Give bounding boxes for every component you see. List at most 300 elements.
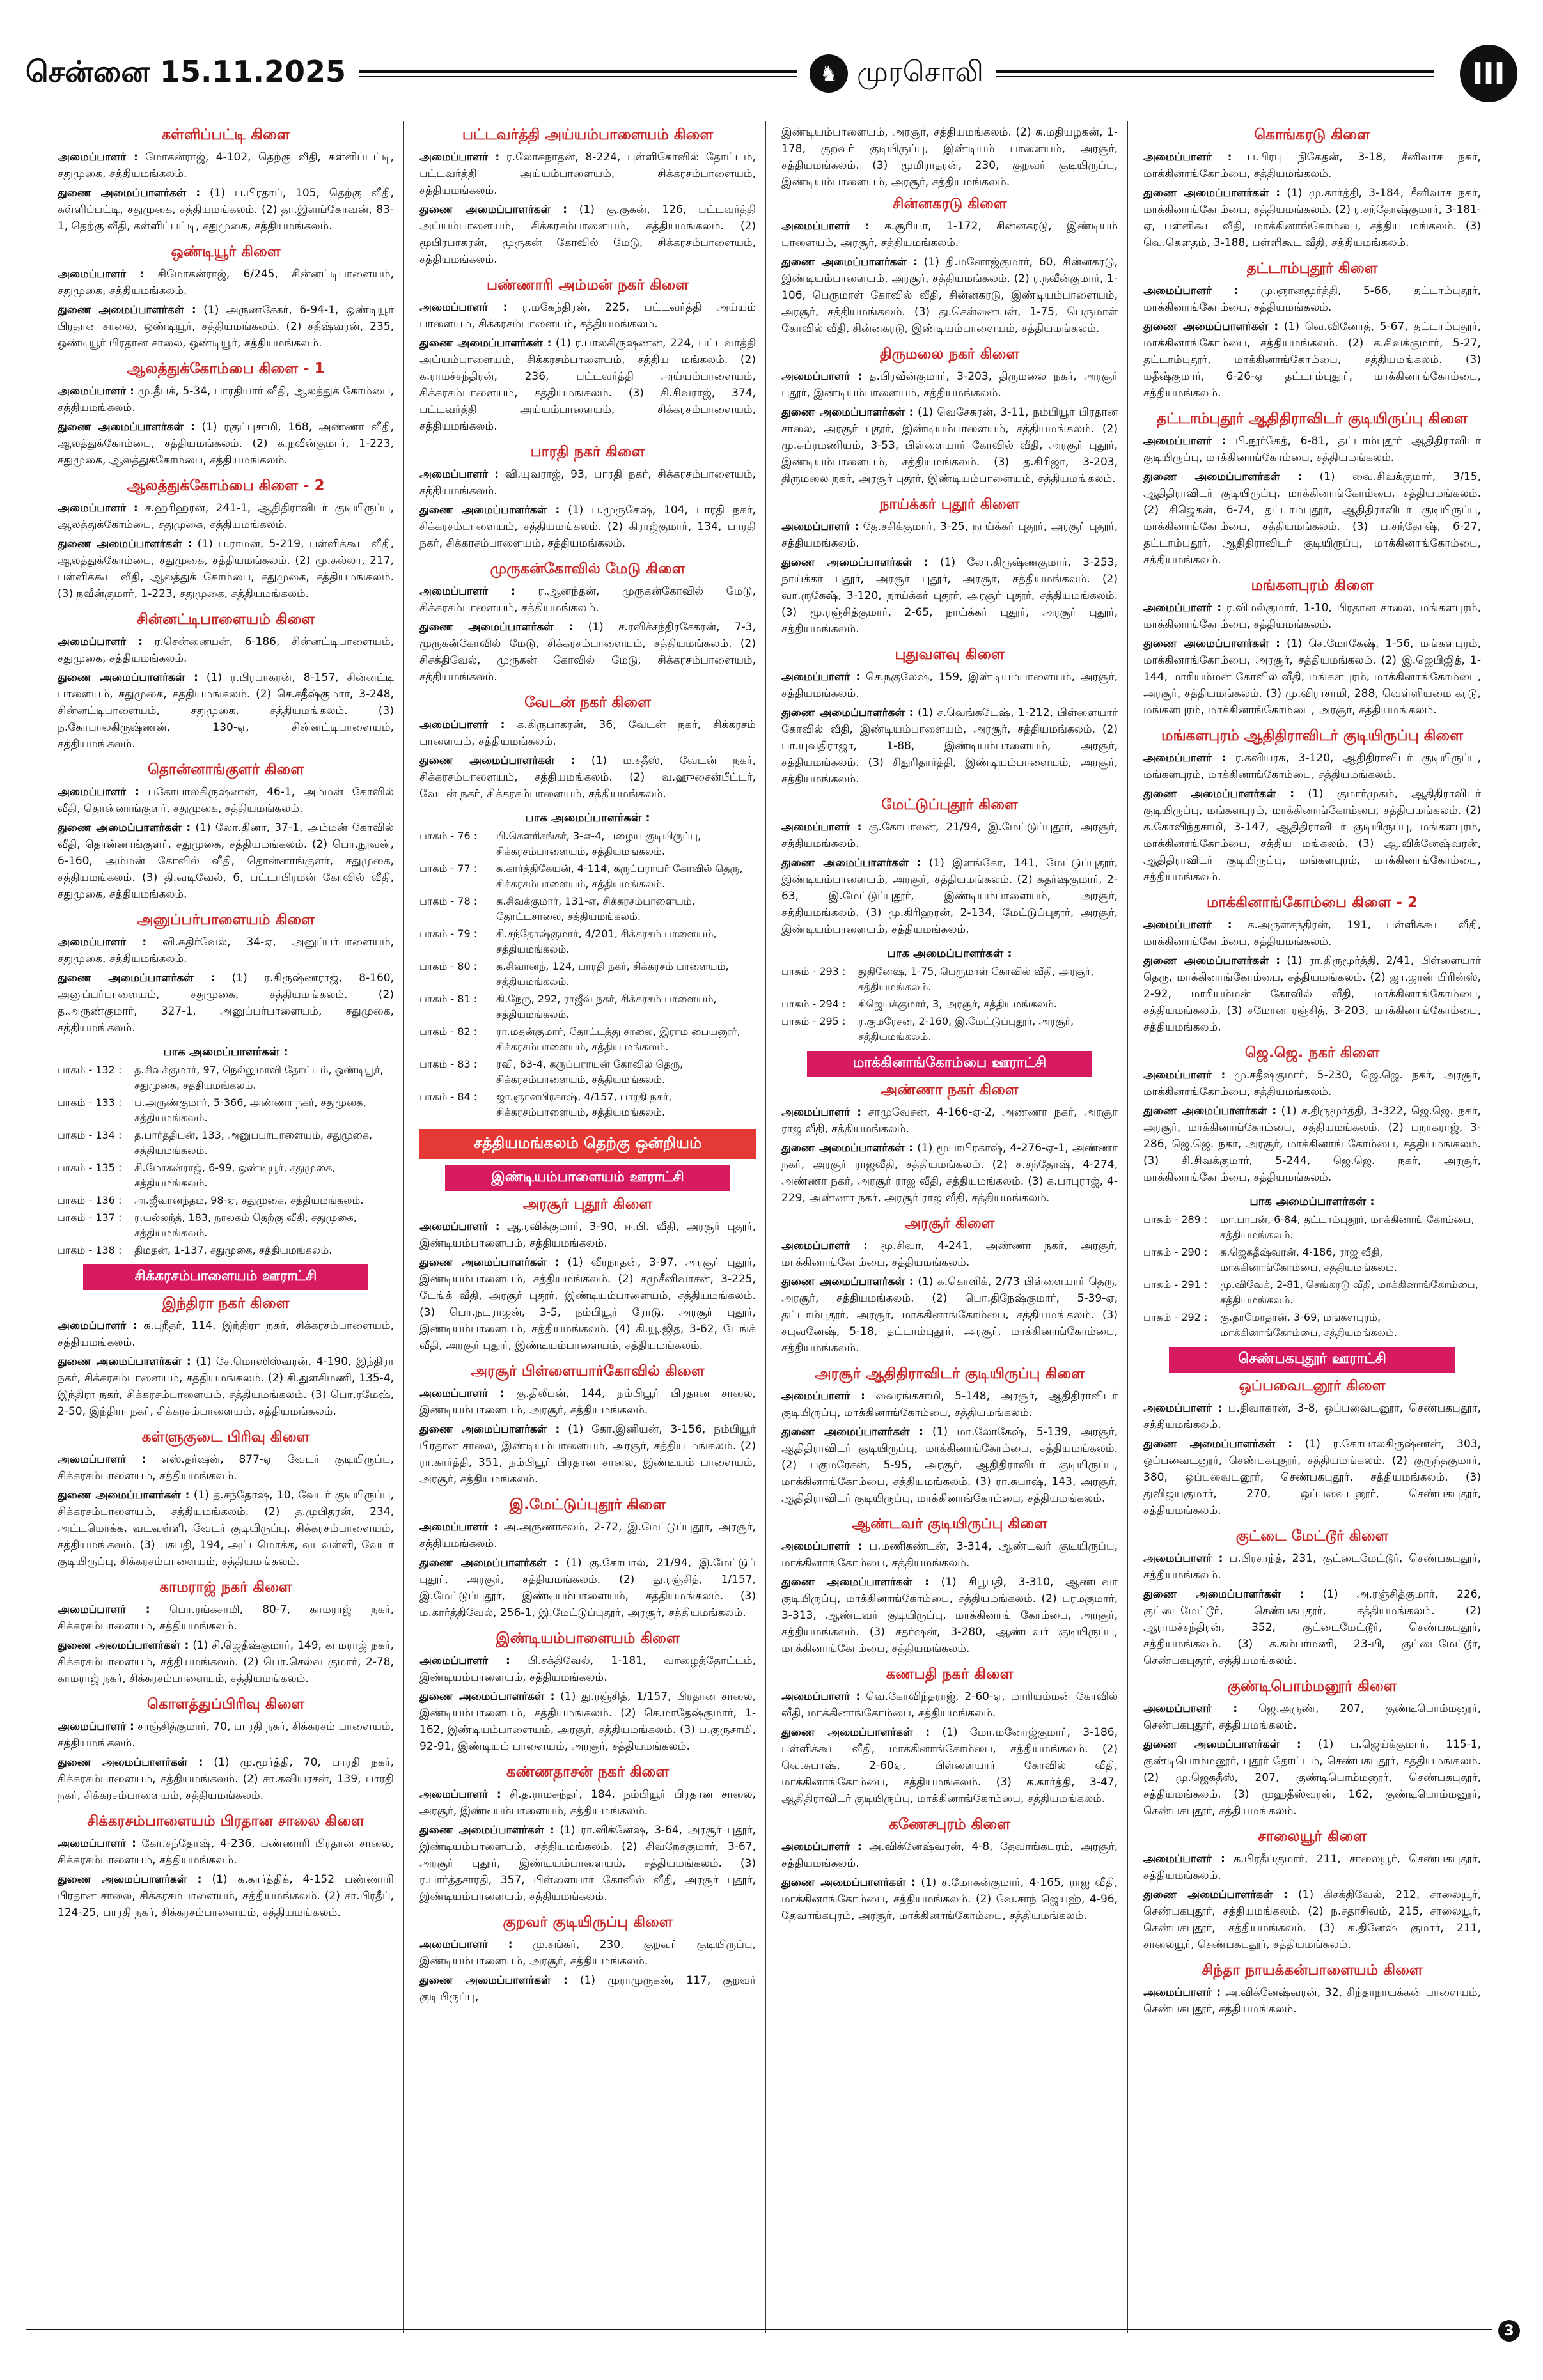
entry-role-label: துணை அமைப்பாளர்கள் :	[781, 1576, 929, 1589]
branch-title: கண்ணதாசன் நகர் கிளை	[506, 1764, 670, 1780]
entry-role-label: துணை அமைப்பாளர்கள் :	[419, 1256, 560, 1269]
entry-role-label: துணை அமைப்பாளர்கள் :	[58, 421, 195, 433]
entry-text: ஜெ.அருண், 207, குண்டிபொம்மனூர், செண்பகபுதூர், சத்தியமங்கலம்.	[1143, 1702, 1482, 1732]
branch-title: ஒண்டியூர் கிளை	[171, 244, 281, 260]
entry-role-label: துணை அமைப்பாளர்கள் :	[781, 556, 928, 569]
entry-role-label: துணை அமைப்பாளர்கள் :	[1143, 954, 1280, 967]
footer-page-number: 3	[1498, 2320, 1520, 2342]
entry-text: சாமுவேசன், 4-166-ஏ-2, அண்ணா நகர், அரசூர் ராஜ வீதி, சத்தியமங்கலம்.	[781, 1106, 1118, 1135]
entry-text: ப.மணிகண்டன், 3-314, ஆண்டவர் குடியிருப்பு, மாக்கினாங்கோம்பை, சத்தியமங்கலம்.	[781, 1540, 1118, 1569]
branch-title: சிந்தா நாயக்கன்பாளையம் கிளை	[1202, 1962, 1423, 1979]
booth-row	[58, 1160, 394, 1191]
branch-title: சிக்கரசம்பாளையம் பிரதான சாலை கிளை	[87, 1813, 364, 1830]
booth-row	[1143, 1277, 1481, 1308]
branch-entry	[1143, 1736, 1481, 1819]
branch-entry	[58, 1754, 394, 1804]
entry-role-label: அமைப்பாளர் :	[419, 719, 505, 731]
booth-row	[1143, 1212, 1481, 1243]
booth-organiser: ப.அருண்குமார், 5-366, அண்ணா நகர், சதுமுகை, சத்தியமங்கலம்.	[134, 1096, 366, 1124]
entry-role-label: துணை அமைப்பாளர்கள் :	[1143, 1588, 1304, 1601]
entry-role-label: துணை அமைப்பாளர்கள் :	[781, 857, 921, 869]
booth-number: பாகம் - 133 :	[58, 1096, 122, 1108]
branch-entry	[1143, 750, 1481, 783]
booth-row	[781, 1014, 1118, 1045]
entry-role-label: துணை அமைப்பாளர்கள் :	[781, 1726, 930, 1739]
branch-title: நாய்க்கர் புதூர் கிளை	[879, 496, 1020, 513]
branch-entry	[1143, 469, 1481, 568]
entry-role-label: துணை அமைப்பாளர்கள் :	[781, 706, 914, 719]
entry-role-label: துணை அமைப்பாளர்கள் :	[1143, 1888, 1288, 1901]
branch-entry	[1143, 1103, 1481, 1186]
branch-title: இண்டியம்பாளையம் கிளை	[496, 1630, 680, 1647]
entry-text: (1) தி.மனோஜ்குமார், 60, சின்னகரடு, இண்டியம்பாளையம், அரசூர், சத்தியமங்கலம். (2) ர.நவீன்குமார், 1-106, பெருமாள் கோவில் வீதி, சின்னகரடு, இண்டியம்பாளையம், அரசூர், சத்தியமங்கலம். (3) து.சென்னையன், 1-75, பெருமாள் கோவில் வீதி, சின்னகரடு, இண்டியம்பாளையம், சத்தியமங்கலம்.	[781, 256, 1118, 335]
entry-role-label: அமைப்பாளர் :	[419, 585, 515, 598]
entry-text: (1) ச.ரவிச்சந்திரசேகரன், 7-3, முருகன்கோவில் மேடு, சிக்கரசம்பாளையம், சத்தியமங்கலம். (2) சிசக்திவேல், முருகன் கோவில் மேடு, சிக்கரசம்பாளையம், சத்தியமங்கலம்.	[419, 621, 756, 683]
branch-block	[1143, 410, 1481, 568]
entry-role-label: அமைப்பாளர் :	[1143, 284, 1239, 297]
booth-organiser: க.சிவக்குமார், 131-எ, சிக்கரசம்பாளையம், தோட்டசாலை, சத்தியமங்கலம்.	[496, 895, 695, 922]
entry-text: மு.தீபக், 5-34, பாரதியார் வீதி, ஆலத்துக் கோம்பை, சத்தியமங்கலம்.	[58, 385, 395, 414]
booth-number: பாகம் - 82 :	[419, 1025, 478, 1038]
branch-entry	[58, 1353, 394, 1420]
branch-title: பாரதி நகர் கிளை	[530, 444, 645, 460]
news-column	[419, 121, 766, 2333]
entry-text: வெ.கோவிந்தராஜ், 2-60-ஏ, மாரியம்மன் கோவில் வீதி, மாக்கினாங்கோம்பை, சத்தியமங்கலம்.	[781, 1690, 1118, 1720]
entry-role-label: துணை அமைப்பாளர்கள் :	[58, 1639, 189, 1652]
branch-title: கள்ளிப்பட்டி கிளை	[161, 127, 290, 143]
booth-organiser: க.கார்த்திகேயன், 4-114, கருப்பராயர் கோவில் தெரு, சிக்கரசம்பாளையம், சத்தியமங்கலம்.	[496, 862, 743, 890]
booth-row	[419, 894, 756, 924]
branch-block	[58, 761, 394, 903]
entry-role-label: அமைப்பாளர் :	[1143, 1702, 1238, 1715]
entry-role-label: துணை அமைப்பாளர்கள் :	[58, 538, 192, 550]
branch-entry	[1143, 600, 1481, 633]
entry-role-label: அமைப்பாளர் :	[58, 502, 138, 515]
branch-entry	[1143, 786, 1481, 885]
booth-row	[1143, 1245, 1481, 1275]
branch-block	[419, 444, 756, 552]
branch-title: சின்னட்டிபாளையம் கிளை	[136, 611, 315, 628]
branch-entry	[58, 934, 394, 967]
entry-role-label: அமைப்பாளர் :	[781, 1840, 862, 1853]
entry-role-label: துணை அமைப்பாளர்கள் :	[419, 1824, 554, 1837]
branch-entry	[58, 820, 394, 903]
branch-title: இந்திரா நகர் கிளை	[162, 1295, 290, 1312]
booth-row	[419, 1024, 756, 1055]
branch-entry	[419, 149, 756, 199]
entry-role-label: துணை அமைப்பாளர்கள் :	[58, 671, 198, 684]
entry-text: மு.சதீஷ்குமார், 5-230, ஜெ.ஜெ. நகர், அரசூர், மாக்கினாங்கோம்பை, சத்தியமங்கலம்.	[1143, 1069, 1481, 1098]
branch-title: பட்டவர்த்தி அய்யம்பாளையம் கிளை	[462, 127, 714, 143]
booth-row	[58, 1128, 394, 1158]
branch-title: குறவர் குடியிருப்பு கிளை	[503, 1914, 673, 1931]
entry-text: ப.பிரபு நிகேதன், 3-18, சீனிவாச நகர், மாக்கினாங்கோம்பை, சத்தியமங்கலம்.	[1143, 151, 1481, 180]
branch-block	[419, 694, 756, 802]
branch-entry	[781, 669, 1118, 702]
branch-title: அனுப்பர்பாளையம் கிளை	[137, 912, 315, 928]
booth-number: பாகம் - 136 :	[58, 1194, 122, 1206]
bottom-rule	[26, 2329, 1492, 2330]
branch-block	[58, 1429, 394, 1570]
entry-text: அ.அருணாசலம், 2-72, இ.மேட்டுப்புதூர், அரசூர், சத்தியமங்கலம்.	[419, 1521, 756, 1550]
branch-entry	[781, 1688, 1118, 1722]
branch-title: அரசூர் புதூர் கிளை	[522, 1196, 653, 1213]
booth-row	[58, 1193, 394, 1208]
branch-entry	[1143, 1851, 1481, 1884]
branch-entry	[58, 669, 394, 752]
booth-organiser: ஜா.ஞானபிரகாஷ், 4/157, பாரதி நகர், சிக்கரசம்பாளையம், சத்தியமங்கலம்.	[496, 1091, 672, 1118]
branch-entry	[58, 1871, 394, 1921]
branch-entry	[58, 185, 394, 235]
entry-role-label: அமைப்பாளர் :	[58, 385, 134, 398]
entry-role-label: அமைப்பாளர் :	[1143, 1069, 1226, 1082]
branch-block	[1143, 127, 1481, 251]
entry-text: வைரங்கசாமி, 5-148, அரசூர், ஆதிதிராவிடர் குடியிருப்பு, மாக்கினாங்கோம்பை, சத்தியமங்கலம்.	[781, 1390, 1118, 1419]
entry-text: க.சூரியா, 1-172, சின்னகரடு, இண்டியம் பாளையம், அரசூர், சத்தியமங்கலம்.	[781, 220, 1118, 249]
masthead-rule-left	[359, 70, 797, 77]
branch-title: கணேசபுரம் கிளை	[889, 1816, 1010, 1833]
entry-text: பகோபாலகிருஷ்ணன், 46-1, அம்மன் கோவில் வீதி, தொன்னாங்குளர், சதுமுகை, சத்தியமங்கலம்.	[58, 786, 395, 815]
branch-entry	[58, 1601, 394, 1635]
booth-organiser: மு.விவேக், 2-81, செங்கரடு வீதி, மாக்கினாங்கோம்பை, சத்தியமங்கலம்.	[1220, 1279, 1478, 1306]
booth-organiser: க.சிவானந், 124, பாரதி நகர், சிக்கரசம் பாளையம், சத்தியமங்கலம்.	[496, 960, 729, 988]
booth-organisers-heading: பாக அமைப்பாளர்கள் :	[887, 947, 1012, 960]
entry-role-label: அமைப்பாளர் :	[1143, 435, 1226, 447]
branch-block	[1143, 577, 1481, 719]
branch-title: ஜெ.ஜெ. நகர் கிளை	[1244, 1045, 1380, 1061]
entry-role-label: அமைப்பாளர் :	[1143, 1552, 1223, 1565]
newspaper-logo	[810, 54, 983, 93]
panchayat-heading-banner: இண்டியம்பாளையம் ஊராட்சி	[445, 1165, 730, 1191]
entry-text: தே.சசிக்குமார், 3-25, நாய்க்கர் புதூர், அரசூர் புதூர், சத்தியமங்கலம்.	[781, 520, 1118, 550]
entry-role-label: அமைப்பாளர் :	[58, 1319, 137, 1332]
booth-organiser: பி.கெளரிசங்கர், 3-எ-4, பழைய குடியிருப்பு, சிக்கரசம்பாளையம், சத்தியமங்கலம்.	[496, 830, 701, 857]
booth-organisers-heading: பாக அமைப்பாளர்கள் :	[1249, 1195, 1375, 1208]
branch-block	[1143, 1528, 1481, 1669]
entry-text: (1) ப.முருகேஷ், 104, பாரதி நகர், சிக்கரசம்பாளையம், சத்தியமங்கலம். (2) கிராஜ்குமார், 134, பாரதி நகர், சிக்கரசம்பாளையம், சத்தியமங்கலம்.	[419, 504, 756, 550]
branch-entry	[58, 383, 394, 416]
entry-text: ப.திவாகரன், 3-8, ஒப்பவைடனூர், செண்பகபுதூர், சத்தியமங்கலம்.	[1143, 1402, 1482, 1431]
entry-role-label: துணை அமைப்பாளர்கள் :	[58, 972, 215, 984]
booth-number: பாகம் - 77 :	[419, 862, 478, 875]
branch-entry	[58, 149, 394, 182]
branch-entry	[419, 619, 756, 685]
entry-role-label: அமைப்பாளர் :	[419, 151, 500, 164]
booth-organiser: ரவி, 63-4, கருப்பராயன் கோவில் தெரு, சிக்கரசம்பாளையம், சத்தியமங்கலம்.	[496, 1058, 684, 1085]
branch-entry	[1143, 1586, 1481, 1669]
branch-entry	[58, 536, 394, 602]
branch-block	[1143, 1378, 1481, 1519]
booth-organiser: சி.சந்தோஷ்குமார், 4/201, சிக்கரசம் பாளையம், சத்தியமங்கலம்.	[496, 928, 717, 955]
branch-block	[781, 1666, 1118, 1807]
entry-role-label: அமைப்பாளர் :	[1143, 752, 1226, 765]
entry-role-label: துணை அமைப்பாளர்கள் :	[1143, 1105, 1277, 1117]
news-column	[781, 121, 1128, 2333]
entry-text: (1) குமார்முகம், ஆதிதிராவிடர் குடியிருப்பு, மங்களபுரம், மாக்கினாங்கோம்பை, சத்தியமங்கலம். (2) க.கோவிந்தசாமி, 3-147, ஆதிதிராவிடர் குடியிருப்பு, மங்களபுரம், மாக்கினாங்கோம்பை, சத்திய மங்கலம். (3) ஆ.விக்னேஷ்வரன், ஆதிதிராவிடர் குடியிருப்பு, மங்களபுரம், மாக்கினாங்கோம்பை, சத்தியமங்கலம்.	[1143, 788, 1482, 883]
entry-role-label: அமைப்பாளர் :	[1143, 1853, 1225, 1865]
entry-role-label: அமைப்பாளர் :	[419, 1788, 501, 1801]
entry-role-label: துணை அமைப்பாளர்கள் :	[58, 1756, 203, 1769]
entry-role-label: துணை அமைப்பாளர்கள் :	[419, 504, 560, 517]
branch-entry	[1143, 1700, 1481, 1734]
entry-text: (1) மா.லோகேஷ், 5-139, அரசூர், ஆதிதிராவிடர் குடியிருப்பு, மாக்கினாங்கோம்பை, சத்தியமங்கலம். (2) பகுமரேசன், 5-95, அரசூர், ஆதிதிராவிடர் குடியிருப்பு, மாக்கினாங்கோம்பை, சத்தியமங்கலம். (3) ரா.சுபாஷ், 143, அரசூர், ஆதிதிராவிடர் குடியிருப்பு, மாக்கினாங்கோம்பை, சத்தியமங்கலம்.	[781, 1426, 1118, 1505]
entry-text: மு.சங்கர், 230, குறவர் குடியிருப்பு, இண்டியம்பாளையம், அரசூர், சத்தியமங்கலம்.	[419, 1938, 756, 1968]
entry-text: சிமோகன்ராஜ், 6/245, சின்னட்டிபாளையம், சதுமுகை, சத்தியமங்கலம்.	[58, 268, 395, 297]
branch-block	[781, 1215, 1118, 1357]
branch-entry	[1143, 283, 1481, 316]
branch-block	[781, 1516, 1118, 1657]
entry-text: (1) ச.வெங்கடேஷ், 1-212, பிள்ளையார் கோவில் வீதி, இண்டியம்பாளையம், அரசூர், சத்தியமங்கலம். (2) பா.யுவதிராஜா, 1-88, இண்டியம்பாளையம், அரசூர், சத்தியமங்கலம். (3) சிதுரிதார்த்தி, இண்டியம்பாளையம், அரசூர், சத்தியமங்கலம்.	[781, 706, 1118, 786]
entry-text: (1) வெசேகரன், 3-11, நம்பியூர் பிரதான சாலை, அரசூர் புதூர், இண்டியம்பாளையம், சத்தியமங்கலம். (2) மு.சுப்ரமணியம், 3-53, பிள்ளையார் கோவில் வீதி, அரசூர் புதூர், இண்டியம்பாளையம், சத்தியமங்கலம். (3) த.கிரிஜா, 3-203, திருமலை நகர், அரசூர் புதூர், இண்டியம்பாளையம், சத்தியமங்கலம்.	[781, 406, 1118, 485]
booth-organiser: ரா.மதன்குமார், தோட்டத்து சாலை, இராம பையனூர், சிக்கரசம்பாளையம், சத்திய மங்கலம்.	[496, 1025, 740, 1053]
branch-title: சாலையூர் கிளை	[1258, 1828, 1367, 1845]
branch-entry	[781, 518, 1118, 552]
entry-text: மு.ஞானமூர்த்தி, 5-66, தட்டாம்புதூர், மாக்கினாங்கோம்பை, சத்தியமங்கலம்.	[1143, 284, 1481, 314]
entry-text: (1) சி.ஜெதீஷ்குமார், 149, காமராஜ் நகர், சிக்கரசம்பாளையம், சத்தியமங்கலம். (2) பொ.செல்வ குமார், 2-78, காமராஜ் நகர், சிக்கரசம்பாளையம், சத்தியமங்கலம்.	[58, 1639, 395, 1685]
branch-entry	[781, 819, 1118, 852]
branch-block	[781, 1082, 1118, 1206]
branch-block	[58, 611, 394, 752]
entry-text: (1) ப.ராமன், 5-219, பள்ளிக்கூட வீதி, ஆலத்துக்கோம்பை, சதுமுகை, சத்தியமங்கலம். (2) மூ.சுல்லா, 217, பள்ளிக்கூட வீதி, ஆலத்துக் கோம்பை, சதுமுகை, சத்தியமங்கலம். (3) நவீன்குமார், 1-223, சதுமுகை, சத்தியமங்கலம்.	[58, 538, 395, 600]
branch-block	[419, 1764, 756, 1905]
booth-organiser: த.சிவக்குமார், 97, நெல்லுமாவி தோட்டம், ஒண்டியூர், சதுமுகை, சத்தியமங்கலம்.	[134, 1064, 384, 1091]
entry-role-label: அமைப்பாளர் :	[58, 1720, 134, 1733]
booth-number: பாகம் - 79 :	[419, 928, 478, 940]
branch-block	[58, 1579, 394, 1687]
entry-text: ப.பிரசாந்த், 231, குட்டைமேட்டூர், செண்பகபுதூர், சத்தியமங்கலம்.	[1143, 1552, 1481, 1582]
entry-role-label: அமைப்பாளர் :	[1143, 1986, 1221, 1999]
entry-text: க.அருள்சந்திரன், 191, பள்ளிக்கூட வீதி, மாக்கினாங்கோம்பை, சத்தியமங்கலம்.	[1143, 919, 1482, 948]
entry-role-label: அமைப்பாளர் :	[781, 1540, 862, 1553]
branch-block	[781, 346, 1118, 487]
entry-text: க.பிரதீப்குமார், 211, சாலையூர், செண்பகபுதூர், சத்தியமங்கலம்.	[1143, 1853, 1481, 1882]
entry-text: (1) கோ.இனியன், 3-156, நம்பியூர் பிரதான சாலை, இண்டியம்பாளையம், அரசூர், சத்திய மங்கலம். (2) ரா.கார்த்தி, 351, நம்பியூர் பிரதான சாலை, இண்டியம் பாளையம், அரசூர், சத்தியமங்கலம்.	[419, 1423, 756, 1486]
entry-role-label: துணை அமைப்பாளர்கள் :	[781, 1142, 914, 1155]
entry-text: (1) க.கார்த்திக், 4-152 பண்ணாரி பிரதான சாலை, சிக்கரசம்பாளையம், சத்தியமங்கலம். (2) சா.பிரதீப், 124-25, பாரதி நகர், சிக்கரசம்பாளையம், சத்தியமங்கலம்.	[58, 1873, 395, 1919]
booth-number: பாகம் - 138 :	[58, 1244, 122, 1256]
entry-text: சி.த.ராமசுந்தர், 184, நம்பியூர் பிரதான சாலை, அரசூர், இண்டியம்பாளையம், சத்தியமங்கலம்.	[419, 1788, 756, 1817]
booth-number: பாகம் - 295 :	[781, 1015, 846, 1027]
branch-title: மாக்கினாங்கோம்பை கிளை - 2	[1207, 894, 1418, 911]
booth-row	[419, 992, 756, 1022]
branch-entry	[419, 1786, 756, 1819]
booth-number: பாகம் - 81 :	[419, 993, 478, 1005]
entry-text: க.புநீதர், 114, இந்திரா நகர், சிக்கரசம்பாளையம், சத்தியமங்கலம்.	[58, 1319, 395, 1349]
entry-role-label: அமைப்பாளர் :	[1143, 151, 1232, 164]
branch-block	[781, 1816, 1118, 1924]
branch-title: மேட்டுப்புதூர் கிளை	[881, 797, 1018, 813]
branch-title: பண்ணாரி அம்மன் நகர் கிளை	[487, 277, 689, 293]
branch-entry	[781, 855, 1118, 938]
branch-block	[58, 1813, 394, 1921]
branch-entry	[781, 1538, 1118, 1571]
branch-entry	[1143, 185, 1481, 251]
branch-title: ஆலத்துக்கோம்பை கிளை - 1	[127, 361, 325, 377]
entry-role-label: அமைப்பாளர் :	[58, 151, 138, 164]
branch-entry	[781, 254, 1118, 337]
entry-text: (1) ச.திருமூர்த்தி, 3-322, ஜெ.ஜெ. நகர், அரசூர், மாக்கினாங்கோம்பை, சத்தியமங்கலம். (2) பநாகராஜ், 3-286, ஜெ.ஜெ. நகர், அரசூர், மாக்கினாங் கோம்பை, சத்தியமங்கலம். (3) சி.சிவக்குமார், 5-244, ஜெ.ஜெ. நகர், அரசூர், மாக்கினாங்கோம்பை, சத்தியமங்கலம்.	[1143, 1105, 1482, 1184]
entry-text: ச.ஹரிஹரன், 241-1, ஆதிதிராவிடர் குடியிருப்பு, ஆலத்துக்கோம்பை, சதுமுகை, சத்தியமங்கலம்.	[58, 502, 395, 531]
branch-block	[419, 277, 756, 435]
branch-title: வேடன் நகர் கிளை	[524, 694, 651, 711]
branch-entry	[58, 1487, 394, 1570]
entry-text: (1) ரா.விக்னேஷ், 3-64, அரசூர் புதூர், இண்டியம்பாளையம், சத்தியமங்கலம். (2) சிவநேசகுமார், 3-67, அரசூர் புதூர், இண்டியம்பாளையம், சத்தியமங்கலம். (3) ர.பார்த்தசாரதி, 357, பிள்ளையார் கோவில் வீதி, அரசூர் புதூர், இண்டியம்பாளையம், சத்தியமங்கலம்.	[419, 1824, 756, 1903]
branch-entry	[1143, 318, 1481, 401]
branch-entry	[58, 302, 394, 352]
entry-text: எஸ்.தர்ஷன், 877-ஏ வேடர் குடியிருப்பு, சிக்கரசம்பாளையம், சத்தியமங்கலம்.	[58, 1453, 394, 1482]
entry-text: (1) ர.பாலகிருஷ்ணன், 224, பட்டவர்த்தி அய்யம்பாளையம், சிக்கரசம்பாளையம், சத்திய மங்கலம். (2) க.ராமச்சந்திரன், 236, பட்டவர்த்தி அய்யம்பாளையம், சிக்கரசம்பாளையம், சத்தியமங்கலம். (3) சி.சிவராஜ், 374, பட்டவர்த்தி அய்யம்பாளையம், சிக்கரசம்பாளையம், சத்தியமங்கலம்.	[419, 337, 756, 433]
branch-entry	[419, 1421, 756, 1488]
entry-role-label: அமைப்பாளர் :	[419, 1938, 513, 1951]
entry-role-label: துணை அமைப்பாளர்கள் :	[419, 754, 576, 767]
entry-text: அ.விக்னேஷ்வரன், 32, சிந்தாநாயக்கன் பாளையம், செண்பகபுதூர், சத்தியமங்கலம்.	[1143, 1986, 1482, 2016]
branch-entry	[781, 218, 1118, 251]
branch-title: கள்ளுகுடை பிரிவு கிளை	[141, 1429, 310, 1445]
branch-block	[781, 496, 1118, 637]
entry-role-label: துணை அமைப்பாளர்கள் :	[781, 256, 918, 268]
lion-emblem-icon: ♞	[810, 54, 848, 93]
booth-number: பாகம் - 135 :	[58, 1162, 122, 1174]
entry-role-label: துணை அமைப்பாளர்கள் :	[1143, 1738, 1301, 1751]
entry-text: (1) ர.கிருஷ்ணராஜ், 8-160, அனுப்பர்பாளையம், சதுமுகை, சத்தியமங்கலம். (2) த.அருண்குமார், 327-1, அனுப்பர்பாளையம், சதுமுகை, சத்தியமங்கலம்.	[58, 972, 395, 1034]
branch-title: அரசூர் கிளை	[904, 1215, 995, 1232]
entry-text: பி.சக்திவேல், 1-181, வாழைத்தோட்டம், இண்டியம்பாளையம், சத்தியமங்கலம்.	[419, 1654, 756, 1684]
booth-organiser: திமதன், 1-137, சதுமுகை, சத்தியமங்கலம்.	[134, 1244, 333, 1256]
branch-block	[419, 127, 756, 268]
booth-row	[58, 1062, 394, 1093]
booth-row	[419, 926, 756, 957]
entry-role-label: அமைப்பாளர் :	[781, 220, 870, 233]
entry-text: வி.சுதிர்வேல், 34-ஏ, அனுப்பர்பாளையம், சதுமுகை, சத்தியமங்கலம்.	[58, 936, 394, 965]
entry-text: ஆ.ரவிக்குமார், 3-90, ஈ.பி. வீதி, அரசூர் புதூர், இண்டியம்பாளையம், சத்தியமங்கலம்.	[419, 1220, 756, 1250]
entry-role-label: துணை அமைப்பாளர்கள் :	[58, 1489, 190, 1502]
entry-text: செ.நகுலேஷ், 159, இண்டியம்பாளையம், அரசூர், சத்தியமங்கலம்.	[781, 671, 1118, 700]
branch-entry	[781, 1839, 1118, 1872]
entry-text: (1) ரகுப்புசாமி, 168, அண்ணா வீதி, ஆலத்துக்கோம்பை, சத்தியமங்கலம். (2) க.நவீன்குமார், 1-223, சதுமுகை, ஆலத்துக்கோம்பை, சத்தியமங்கலம்.	[58, 421, 395, 467]
branch-title: திருமலை நகர் கிளை	[879, 346, 1020, 362]
entry-text: கு.திலீபன், 144, நம்பியூர் பிரதான சாலை, இண்டியம்பாளையம், அரசூர், சத்தியமங்கலம்.	[419, 1387, 756, 1417]
booth-row	[419, 1089, 756, 1120]
union-heading-banner: சத்தியமங்கலம் தெற்கு ஒன்றியம்	[419, 1129, 756, 1159]
entry-role-label: துணை அமைப்பாளர்கள் :	[419, 203, 568, 216]
branch-title: குட்டை மேட்டூர் கிளை	[1235, 1528, 1389, 1544]
entry-text: (1) இளங்கோ, 141, மேட்டுப்புதூர், இண்டியம்பாளையம், அரசூர், சத்தியமங்கலம். (2) கதர்ஷகுமார், 2-63, இ.மேட்டுப்புதூர், இண்டியம்பாளையம், அரசூர், சத்தியமங்கலம். (3) மு.கிரிஹரன், 2-134, மேட்டுப்புதூர், அரசூர், இண்டியம்பாளையம், சத்தியமங்கலம்.	[781, 857, 1118, 936]
booth-number: பாகம் - 289 :	[1143, 1213, 1208, 1225]
entry-text: (1) மு.கார்த்தி, 3-184, சீனிவாச நகர், மாக்கினாங்கோம்பை, சத்தியமங்கலம். (2) ர.சந்தோஷ்குமார், 3-181-ஏ, பள்ளிகூட வீதி, மாக்கினாங்கோம்பை, சத்திய மங்கலம். (3) வெ.கௌதம், 3-188, பள்ளிகூட வீதி, சத்தியமங்கலம்.	[1143, 187, 1481, 249]
branch-block	[1143, 1962, 1481, 2018]
booth-number: பாகம் - 83 :	[419, 1058, 478, 1070]
booth-organiser: த.பார்த்திபன், 133, அனுப்பர்பாளையம், சதுமுகை, சத்தியமங்கலம்.	[134, 1129, 373, 1156]
entry-role-label: அமைப்பாளர் :	[781, 1240, 868, 1252]
entry-role-label: அமைப்பாளர் :	[1143, 1402, 1223, 1415]
branch-entry	[781, 1574, 1118, 1657]
entry-text: க.கிருபாகரன், 36, வேடன் நகர், சிக்கரசம் பாளையம், சத்தியமங்கலம்.	[419, 719, 756, 748]
entry-role-label: துணை அமைப்பாளர்கள் :	[58, 821, 191, 834]
booth-organiser: சிஜெயக்குமார், 3, அரசூர், சத்தியமங்கலம்.	[858, 998, 1057, 1010]
booth-organiser: அ.ஜீவானந்தம், 98-ஏ, சதுமுகை, சத்தியமங்கலம்.	[134, 1194, 364, 1206]
entry-role-label: துணை அமைப்பாளர்கள் :	[1143, 788, 1295, 800]
panchayat-heading-banner: சிக்கரசம்பாளையம் ஊராட்சி	[83, 1264, 368, 1290]
booth-row	[58, 1243, 394, 1258]
entry-role-label: துணை அமைப்பாளர்கள் :	[58, 1873, 202, 1886]
branch-entry	[781, 1874, 1118, 1924]
page-number-badge: III	[1460, 45, 1517, 102]
branch-title: சின்னகரடு கிளை	[892, 196, 1007, 212]
branch-entry	[1143, 1400, 1481, 1433]
entry-role-label: அமைப்பாளர் :	[58, 1453, 146, 1466]
entry-role-label: துணை அமைப்பாளர்கள் :	[781, 406, 914, 419]
branch-block	[1143, 894, 1481, 1036]
branch-block	[1143, 1678, 1481, 1819]
branch-entry	[419, 299, 756, 332]
branch-entry	[781, 554, 1118, 637]
branch-entry	[419, 502, 756, 552]
branch-entry	[58, 1637, 394, 1687]
branch-entry	[1143, 1550, 1481, 1583]
panchayat-heading-banner: மாக்கினாங்கோம்பை ஊராட்சி	[807, 1051, 1092, 1077]
booth-row	[419, 1057, 756, 1087]
entry-role-label: துணை அமைப்பாளர்கள் :	[1143, 320, 1279, 333]
entry-text: வி.யுவராஜ், 93, பாரதி நகர், சிக்கரசம்பாளையம், சத்தியமங்கலம்.	[419, 468, 756, 497]
entry-text: ர.லோகநாதன், 8-224, புள்ளிகோவில் தோட்டம், பட்டவர்த்தி அய்யம்பாளையம், சிக்கரசம்பாளையம், சத்தியமங்கலம்.	[419, 151, 756, 197]
entry-text: (1) மூபாபிரகாஷ், 4-276-ஏ-1, அண்ணா நகர், அரசூர் ராஜவீதி, சத்தியமங்கலம். (2) ச.சந்தோஷ், 4-274, அண்ணா நகர், அரசூர் ராஜ வீதி, சத்தியமங்கலம். (3) க.பாபுராஜ், 4-229, அண்ணா நகர், அரசூர் ராஜ வீதி, சத்தியமங்கலம்.	[781, 1142, 1118, 1204]
booth-number: பாகம் - 293 :	[781, 965, 846, 977]
booth-organiser: கி.நேரு, 292, ராஜீவ் நகர், சிக்கரசம் பாளையம், சத்தியமங்கலம்.	[496, 993, 717, 1020]
entry-text: (1) சிபூபதி, 3-310, ஆண்டவர் குடியிருப்பு, மாக்கினாங்கோம்பை, சத்தியமங்கலம். (2) பரமகுமார், 3-313, ஆண்டவர் குடியிருப்பு, மாக்கினாங் கோம்பை, அரசூர், சத்தியமங்கலம். (3) சதர்ஷன், 3-280, ஆண்டவர் குடியிருப்பு, மாக்கினாங்கோம்பை, சத்தியமங்கலம்.	[781, 1576, 1118, 1655]
entry-text: (1) அ.ரஞ்சித்குமார், 226, குட்டைமேட்டூர், செண்பகபுதூர், சத்தியமங்கலம். (2) ஆராமச்சந்திரன், 352, குட்டைமேட்டூர், செண்பகபுதூர், சத்தியமங்கலம். (3) க.கம்பர்மணி, 23-பி, குட்டைமேட்டூர், செண்பகபுதூர், சத்தியமங்கலம்.	[1143, 1588, 1481, 1667]
entry-role-label: துணை அமைப்பாளர்கள் :	[1143, 187, 1281, 199]
entry-role-label: துணை அமைப்பாளர்கள் :	[781, 1275, 914, 1288]
branch-entry	[419, 1936, 756, 1970]
branch-title: அண்ணா நகர் கிளை	[881, 1082, 1019, 1098]
entry-role-label: துணை அமைப்பாளர்கள் :	[419, 1690, 555, 1703]
branch-entry	[1143, 1067, 1481, 1100]
branch-entry	[419, 466, 756, 499]
entry-text: அ.விக்னேஷ்வரன், 4-8, தேவாங்கபுரம், அரசூர், சத்தியமங்கலம்.	[781, 1840, 1118, 1870]
branch-entry	[58, 1835, 394, 1869]
branch-entry	[58, 500, 394, 533]
branch-entry	[1143, 149, 1481, 182]
booth-number: பாகம் - 292 :	[1143, 1311, 1208, 1323]
branch-block	[1143, 260, 1481, 401]
entry-text: (1) லோ.தினா, 37-1, அம்மன் கோவில் வீதி, தொன்னாங்குளர், சதுமுகை, சத்தியமங்கலம். (2) பொ.நூவன், 6-160, அம்மன் கோவில் வீதி, தொன்னாங்குளர், சதுமுகை, சத்தியமங்கலம். (3) தி.வடிவேல், 6, பட்டாபிரமன் கோவில் வீதி, சதுமுகை, சத்தியமங்கலம்.	[58, 821, 394, 901]
branch-block	[419, 1914, 756, 2005]
branch-title: இ.மேட்டுப்புதூர் கிளை	[509, 1497, 666, 1513]
entry-role-label: அமைப்பாளர் :	[781, 1106, 862, 1119]
branch-entry	[58, 970, 394, 1036]
entry-role-label: துணை அமைப்பாளர்கள் :	[1143, 1438, 1293, 1451]
entry-role-label: அமைப்பாளர் :	[58, 786, 139, 798]
branch-entry	[781, 1273, 1118, 1357]
branch-block	[419, 561, 756, 685]
branch-title: அரசூர் ஆதிதிராவிடர் குடியிருப்பு கிளை	[815, 1365, 1085, 1382]
branch-entry	[419, 1653, 756, 1686]
branch-entry	[419, 1972, 756, 2005]
branch-block	[781, 797, 1118, 938]
entry-text: (1) ரா.திருமூர்த்தி, 2/41, பிள்ளையார் தெரு, மாக்கினாங்கோம்பை, சத்தியமங்கலம். (2) ஜா.ஜான் பிரின்ஸ், 2-92, மாரியம்மன் கோவில் வீதி, மாக்கினாங்கோம்பை, சத்தியமங்கலம். (3) சமோன ரஞ்சித், 3-203, மாக்கினாங்கோம்பை, சத்தியமங்கலம்.	[1143, 954, 1481, 1034]
entry-role-label: அமைப்பாளர் :	[1143, 602, 1222, 614]
entry-text: (1) ம.சதீஸ், வேடன் நகர், சிக்கரசம்பாளையம், சத்தியமங்கலம். (2) வ.ஹுசைன்பீட்டர், வேடன் நகர், சிக்கரசம்பாளையம், சத்தியமங்கலம்.	[419, 754, 756, 800]
entry-role-label: துணை அமைப்பாளர்கள் :	[781, 1876, 916, 1889]
branch-entry	[1143, 1984, 1481, 2018]
booth-number: பாகம் - 134 :	[58, 1129, 122, 1141]
entry-role-label: துணை அமைப்பாளர்கள் :	[1143, 637, 1280, 650]
booth-number: பாகம் - 291 :	[1143, 1279, 1208, 1291]
booth-organiser: துதினேஷ், 1-75, பெருமாள் கோவில் வீதி, அரசூர், சத்தியமங்கலம்.	[858, 965, 1094, 993]
entry-role-label: துணை அமைப்பாளர்கள் :	[58, 1355, 191, 1368]
entry-text: (1) கிசக்திவேல், 212, சாலையூர், செண்பகபுதூர், சத்தியமங்கலம். (2) ந.சதாசிவம், 215, சாலையூர், செண்பகபுதூர், சத்தியமங்கலம். (3) க.தினேஷ் குமார், 211, சாலையூர், செண்பகபுதூர், சத்தியமங்கலம்.	[1143, 1888, 1482, 1951]
entry-role-label: அமைப்பாளர் :	[419, 1521, 499, 1534]
